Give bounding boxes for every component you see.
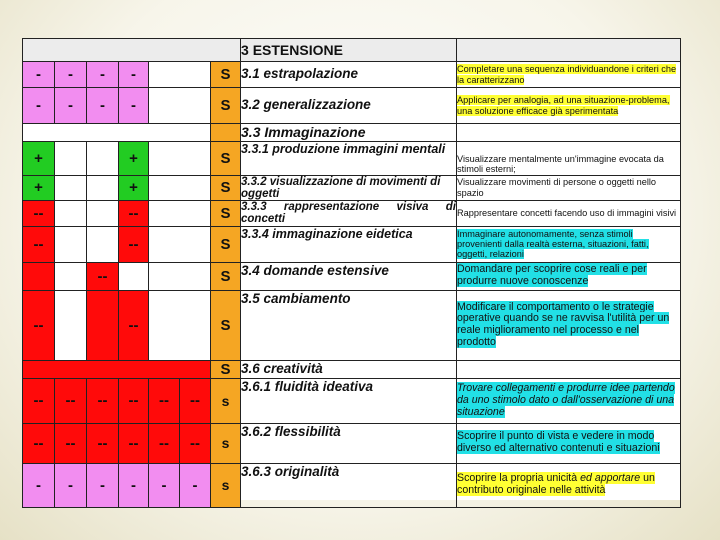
row-label: 3.1 estrapolazione xyxy=(241,62,457,88)
row-label: 3.3.3 rappresentazione visiva di concetti xyxy=(241,201,457,226)
row-label: 3.6.3 originalità xyxy=(241,463,457,507)
s-cell: S xyxy=(211,175,241,200)
mark-cell: - xyxy=(23,88,55,124)
row-label: 3.6.1 fluidità ideativa xyxy=(241,378,457,423)
row-label: 3.5 cambiamento xyxy=(241,290,457,360)
mark-cell: + xyxy=(23,175,55,200)
mark-cell: - xyxy=(119,88,149,124)
table-row xyxy=(23,88,681,124)
mark-cell: -- xyxy=(119,423,149,463)
row-label: 3.2 generalizzazione xyxy=(241,88,457,124)
mark-cell: -- xyxy=(149,378,180,423)
mark-cell: -- xyxy=(23,200,55,226)
mark-cell: -- xyxy=(180,378,211,423)
mark-cell: - xyxy=(87,88,119,124)
mark-cell: -- xyxy=(23,226,55,262)
competence-table xyxy=(22,38,681,508)
s-cell: s xyxy=(211,463,241,507)
s-cell: s xyxy=(211,378,241,423)
mark-cell: - xyxy=(55,463,87,507)
row-desc: Trovare collegamenti e produrre idee partendo da uno stimolo dato o dall'osservazione di una situazione xyxy=(457,381,675,418)
row-desc: Visualizzare movimenti di persone o oggetti nello spazio xyxy=(457,175,681,200)
row-label: 3.3.4 immaginazione eidetica xyxy=(241,226,457,262)
mark-cell: -- xyxy=(180,423,211,463)
s-cell: S xyxy=(211,360,241,378)
header-row xyxy=(23,39,681,62)
mark-cell: - xyxy=(180,463,211,507)
mark-cell: - xyxy=(119,463,149,507)
mark-cell: -- xyxy=(55,423,87,463)
s-cell: S xyxy=(211,62,241,88)
mark-cell: -- xyxy=(55,378,87,423)
row-label: 3.3 Immaginazione xyxy=(241,124,457,142)
row-label: 3.6.2 flessibilità xyxy=(241,423,457,463)
mark-cell: - xyxy=(87,463,119,507)
table-row xyxy=(23,200,681,226)
mark-cell: -- xyxy=(23,423,55,463)
mark-cell: - xyxy=(55,62,87,88)
s-cell: S xyxy=(211,200,241,226)
mark-cell: -- xyxy=(23,290,55,360)
mark-cell: -- xyxy=(87,378,119,423)
mark-cell: -- xyxy=(87,262,119,290)
mark-cell: + xyxy=(23,142,55,176)
table-row xyxy=(23,262,681,290)
table-row xyxy=(23,226,681,262)
table-row xyxy=(23,175,681,200)
mark-cell: - xyxy=(149,463,180,507)
table-row xyxy=(23,423,681,463)
table-row xyxy=(23,62,681,88)
row-desc: Domandare per scoprire cose reali e per produrre nuove conoscenze xyxy=(457,263,647,288)
mark-cell: -- xyxy=(87,423,119,463)
row-label: 3.3.1 produzione immagini mentali xyxy=(241,142,457,176)
mark-cell: - xyxy=(87,62,119,88)
row-label: 3.3.2 visualizzazione di movimenti di oggetti xyxy=(241,175,457,200)
s-cell: S xyxy=(211,226,241,262)
row-desc: Scoprire il punto di vista e vedere in modo diverso ed alternativo contenuti e situazioni xyxy=(457,430,660,455)
mark-cell: -- xyxy=(119,226,149,262)
row-desc: Rappresentare concetti facendo uso di immagini visivi xyxy=(457,200,681,226)
row-desc: Immaginare autonomamente, senza stimoli provenienti dalla realtà esterna, situazioni, fatti, oggetti, relazioni xyxy=(457,228,649,260)
mark-cell: - xyxy=(23,463,55,507)
mark-cell: -- xyxy=(23,378,55,423)
mark-cell: - xyxy=(55,88,87,124)
section-title: 3 ESTENSIONE xyxy=(241,39,457,62)
row-desc: Scoprire la propria unicità ed apportare un contributo originale nelle attività xyxy=(457,472,655,497)
s-cell: S xyxy=(211,290,241,360)
row-desc: Modificare il comportamento o le strategie operative quando se ne ravvisa l'utilità per un reale miglioramento nel processo e nel prodotto xyxy=(457,300,670,349)
row-desc: Visualizzare mentalmente un'immagine evocata da stimoli esterni; xyxy=(457,142,681,176)
row-desc: Applicare per analogia, ad una situazione-problema, una soluzione efficace già sperimentata xyxy=(457,95,670,116)
mark-cell: - xyxy=(23,62,55,88)
mark-cell: - xyxy=(119,62,149,88)
table-row xyxy=(23,142,681,176)
s-cell: S xyxy=(211,142,241,176)
table-row xyxy=(23,463,681,507)
mark-cell: -- xyxy=(119,200,149,226)
s-cell: s xyxy=(211,423,241,463)
mark-cell: -- xyxy=(149,423,180,463)
table-row xyxy=(23,290,681,360)
row-label: 3.6 creatività xyxy=(241,360,457,378)
mark-cell: + xyxy=(119,175,149,200)
mark-cell: -- xyxy=(119,290,149,360)
s-cell: S xyxy=(211,88,241,124)
table-row xyxy=(23,124,681,142)
row-label: 3.4 domande estensive xyxy=(241,262,457,290)
mark-cell: -- xyxy=(119,378,149,423)
mark-cell: + xyxy=(119,142,149,176)
row-desc: Completare una sequenza individuandone i criteri che la caratterizzano xyxy=(457,64,677,85)
table-row xyxy=(23,360,681,378)
table-row xyxy=(23,378,681,423)
s-cell: S xyxy=(211,262,241,290)
